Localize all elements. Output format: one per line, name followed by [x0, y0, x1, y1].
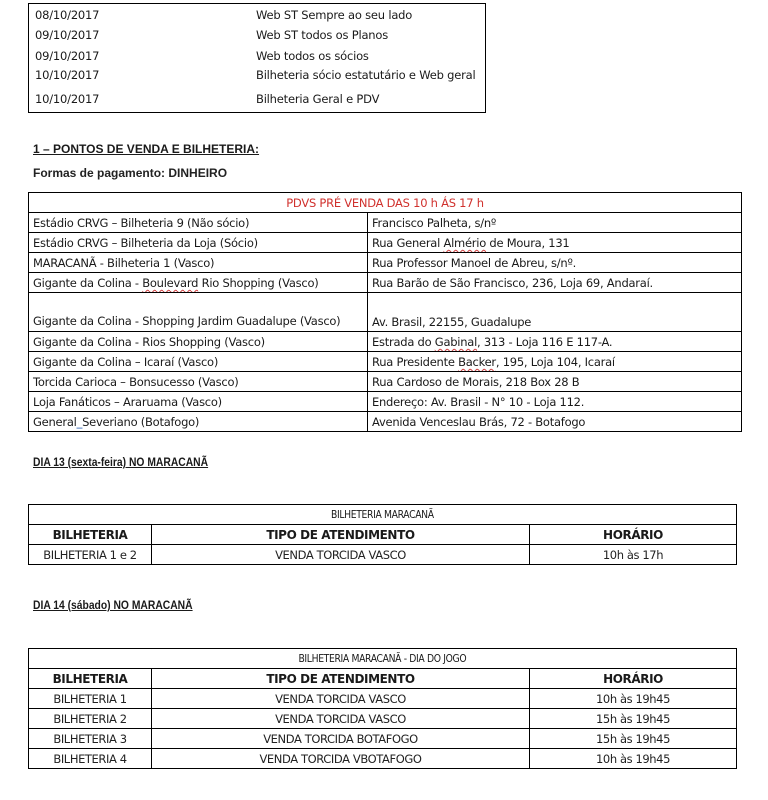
schedule-description: Bilheteria Geral e PDV [256, 92, 380, 106]
pdv-address [368, 332, 742, 352]
address-text: Rua General [372, 236, 444, 250]
cell-horario: 10h às 19h45 [530, 689, 737, 709]
table-row [29, 729, 737, 749]
column-header-horario: HORÁRIO [530, 669, 737, 689]
table-caption [29, 505, 737, 525]
table-row [29, 332, 742, 352]
table-row [29, 293, 742, 332]
cell-tipo: VENDA TORCIDA VASCO [152, 689, 530, 709]
cell-horario: 15h às 19h45 [530, 729, 737, 749]
maracana-friday-table [28, 504, 737, 565]
table-header-row [29, 669, 737, 689]
schedule-date: 10/10/2017 [35, 68, 100, 82]
pdv-address: Rua Barão de São Francisco, 236, Loja 69, Andaraí. [368, 273, 742, 293]
address-text: de Moura, 131 [486, 236, 570, 250]
pdv-address [368, 352, 742, 372]
pdv-place: Gigante da Colina - Shopping Jardim Guadalupe (Vasco) [29, 293, 368, 332]
schedule-date: 09/10/2017 [35, 28, 100, 42]
table-caption [29, 649, 737, 669]
pdv-place: Torcida Carioca – Bonsucesso (Vasco) [29, 372, 368, 392]
section-title-day-14: DIA 14 (sábado) NO MARACANÃ [33, 598, 193, 612]
pdv-heading-row [29, 193, 742, 213]
table-row [29, 689, 737, 709]
table-row [29, 709, 737, 729]
pdv-heading: PDVS PRÉ VENDA DAS 10 h ÁS 17 h [29, 193, 742, 213]
table-row [29, 392, 742, 412]
address-text: Estrada do [372, 335, 435, 349]
table-row [29, 273, 742, 293]
pdv-place: Gigante da Colina - Rios Shopping (Vasco) [29, 332, 368, 352]
column-header-tipo: TIPO DE ATENDIMENTO [152, 525, 530, 545]
pdv-address: Rua Cardoso de Morais, 218 Box 28 B [368, 372, 742, 392]
schedule-description: Web todos os sócios [256, 49, 369, 63]
pdv-address: Endereço: Av. Brasil - N° 10 - Loja 112. [368, 392, 742, 412]
schedule-description: Bilheteria sócio estatutário e Web geral [256, 68, 476, 82]
cell-bilheteria: BILHETERIA 1 [29, 689, 152, 709]
sales-schedule-box [28, 3, 486, 113]
cell-bilheteria: BILHETERIA 4 [29, 749, 152, 769]
caption-text: BILHETERIA MARACANÃ [331, 508, 434, 521]
schedule-date: 09/10/2017 [35, 49, 100, 63]
cell-horario: 10h às 17h [530, 545, 737, 565]
schedule-date: 08/10/2017 [35, 8, 100, 22]
table-row [29, 253, 742, 273]
spellcheck-flagged-word: Almério [443, 236, 487, 250]
pdv-address: Avenida Venceslau Brás, 72 - Botafogo [368, 412, 742, 432]
pdv-place: Gigante da Colina – Icaraí (Vasco) [29, 352, 368, 372]
cell-horario: 15h às 19h45 [530, 709, 737, 729]
cell-tipo: VENDA TORCIDA VASCO [152, 709, 530, 729]
place-text: Severiano (Botafogo) [82, 415, 200, 429]
pdv-place: Estádio CRVG – Bilheteria 9 (Não sócio) [29, 213, 368, 233]
caption-text: BILHETERIA MARACANÃ - DIA DO JOGO [298, 652, 467, 665]
table-header-row [29, 525, 737, 545]
address-text: , 313 - Loja 116 E 117-A. [477, 335, 613, 349]
pdv-place: Loja Fanáticos – Araruama (Vasco) [29, 392, 368, 412]
table-row [29, 749, 737, 769]
pdv-address: Rua Professor Manoel de Abreu, s/nº. [368, 253, 742, 273]
cell-bilheteria: BILHETERIA 1 e 2 [29, 545, 152, 565]
schedule-description: Web ST Sempre ao seu lado [256, 8, 413, 22]
pdv-address: Av. Brasil, 22155, Guadalupe [368, 293, 742, 332]
pdv-place: Estádio CRVG – Bilheteria da Loja (Sócio) [29, 233, 368, 253]
cell-tipo: VENDA TORCIDA BOTAFOGO [152, 729, 530, 749]
spellcheck-flagged-word: Backer [458, 355, 496, 369]
place-text: Rio Shopping (Vasco) [198, 276, 319, 290]
cell-tipo: VENDA TORCIDA VBOTAFOGO [152, 749, 530, 769]
spellcheck-flagged-word: Boulevard [142, 276, 199, 290]
payment-methods: Formas de pagamento: DINHEIRO [33, 166, 228, 180]
pdv-place [29, 412, 368, 432]
table-row [29, 352, 742, 372]
pdv-table [28, 192, 742, 432]
section-title-pontos-de-venda: 1 – PONTOS DE VENDA E BILHETERIA: [33, 142, 260, 156]
pdv-place [29, 273, 368, 293]
table-row [29, 372, 742, 392]
place-text: Gigante da Colina - [33, 276, 143, 290]
table-caption-row [29, 649, 737, 669]
pdv-place: MARACANÃ - Bilheteria 1 (Vasco) [29, 253, 368, 273]
table-caption-row [29, 505, 737, 525]
pdv-address [368, 233, 742, 253]
schedule-date: 10/10/2017 [35, 92, 100, 106]
column-header-bilheteria: BILHETERIA [29, 525, 152, 545]
autocorrect-marker: _ [76, 415, 83, 429]
schedule-description: Web ST todos os Planos [256, 28, 389, 42]
address-text: , 195, Loja 104, Icaraí [495, 355, 615, 369]
column-header-horario: HORÁRIO [530, 525, 737, 545]
cell-bilheteria: BILHETERIA 3 [29, 729, 152, 749]
cell-tipo: VENDA TORCIDA VASCO [152, 545, 530, 565]
pdv-address: Francisco Palheta, s/nº [368, 213, 742, 233]
place-text: General [33, 415, 77, 429]
table-row [29, 213, 742, 233]
column-header-bilheteria: BILHETERIA [29, 669, 152, 689]
cell-bilheteria: BILHETERIA 2 [29, 709, 152, 729]
cell-horario: 10h às 19h45 [530, 749, 737, 769]
maracana-gameday-table [28, 648, 737, 769]
table-row [29, 233, 742, 253]
spellcheck-flagged-word: Gabinal [434, 335, 478, 349]
table-row [29, 545, 737, 565]
table-row [29, 412, 742, 432]
section-title-day-13: DIA 13 (sexta-feira) NO MARACANÃ [33, 455, 209, 469]
column-header-tipo: TIPO DE ATENDIMENTO [152, 669, 530, 689]
address-text: Rua Presidente [372, 355, 459, 369]
